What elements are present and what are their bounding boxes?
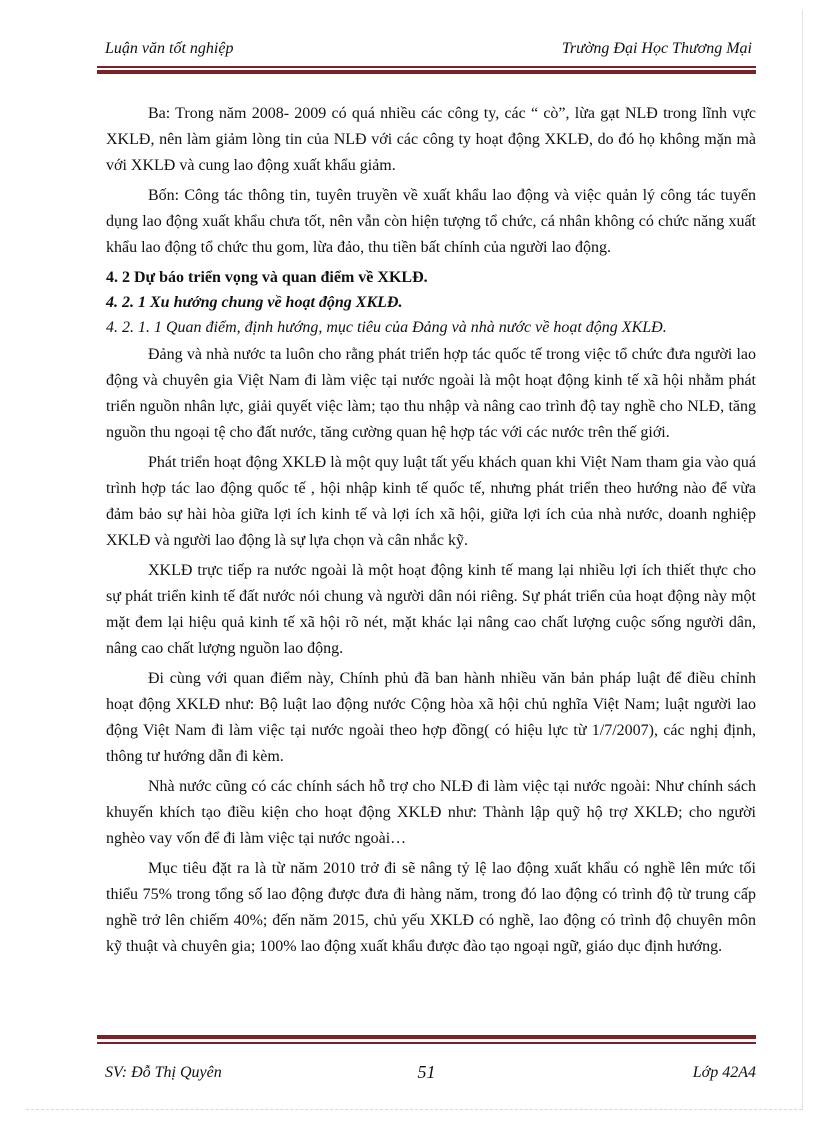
header-university: Trường Đại Học Thương Mại <box>561 40 752 57</box>
paragraph-body-6: Mục tiêu đặt ra là từ năm 2010 trở đi sẽ nâng tỷ lệ lao động xuất khẩu có nghề lên mức tối thiểu 75% trong tổng số lao động được đưa đi hàng năm, trong đó lao động có trình độ từ trung cấp nghề trở lên chiếm 40%; đến năm 2015, chủ yếu XKLĐ có nghề, lao động có trình độ chuyên môn kỹ thuật và chuyên gia; 100% lao động xuất khẩu được đào tạo ngoại ngữ, giáo dục định hướng. <box>106 860 756 955</box>
footer-student-name: SV: Đỗ Thị Quyên <box>105 1064 222 1081</box>
header-rule-thick <box>97 70 756 74</box>
page-header <box>97 40 756 62</box>
paragraph-body-1: Đảng và nhà nước ta luôn cho rằng phát triển hợp tác quốc tế trong việc tổ chức đưa người lao động và chuyên gia Việt Nam đi làm việc tại nước ngoài là một hoạt động kinh tế xã hội nhằm phát triển nguồn nhân lực, giải quyết việc làm; tạo thu nhập và nâng cao trình độ tay nghề cho NLĐ, tăng nguồn thu ngoại tệ cho đất nước, tăng cường quan hệ hợp tác với các nước trên thế giới. <box>106 346 756 441</box>
paragraph-body-3: XKLĐ trực tiếp ra nước ngoài là một hoạt động kinh tế mang lại nhiều lợi ích thiết thực cho sự phát triển kinh tế đất nước nói chung và người dân nói riêng. Sự phát triển của hoạt động này một mặt đem lại hiệu quả kinh tế xã hội rõ nét, mặt khác lại nâng cao chất lượng cuộc sống người dân, nâng cao chất lượng nguồn lao động. <box>106 562 756 657</box>
footer-rule-thin <box>97 1042 756 1044</box>
page-footer <box>97 1064 756 1086</box>
document-body <box>106 101 756 964</box>
footer-class: Lớp 42A4 <box>692 1064 756 1081</box>
paragraph-body-2: Phát triển hoạt động XKLĐ là một quy luật tất yếu khách quan khi Việt Nam tham gia vào quá trình hợp tác lao động quốc tế , hội nhập kinh tế quốc tế, nhưng phát triển theo hướng nào để vừa đảm bảo sự hài hòa giữa lợi ích kinh tế và lợi ích xã hội, giữa lợi ích của nhà nước, doanh nghiệp XKLĐ và người lao động là sự lựa chọn và cân nhắc kỹ. <box>106 454 756 549</box>
header-rule-thin <box>97 66 756 68</box>
section-heading: 4. 2 Dự báo triển vọng và quan điểm về XKLĐ. <box>106 269 428 286</box>
subsection-heading: 4. 2. 1 Xu hướng chung về hoạt động XKLĐ. <box>106 294 403 311</box>
paragraph-reason-three: Ba: Trong năm 2008- 2009 có quá nhiều các công ty, các “ cò”, lừa gạt NLĐ trong lĩnh vực XKLĐ, nên làm giảm lòng tin của NLĐ với các công ty hoạt động XKLĐ, do đó họ không mặn mà với XKLĐ và cung lao động xuất khẩu giảm. <box>106 105 756 174</box>
page-number: 51 <box>417 1062 436 1082</box>
paragraph-reason-four: Bốn: Công tác thông tin, tuyên truyền về xuất khẩu lao động và việc quản lý công tác tuyển dụng lao động xuất khẩu chưa tốt, nên vẫn còn hiện tượng tổ chức, cá nhân không có chức năng xuất khẩu lao động tổ chức thu gom, lừa đảo, thu tiền bất chính của người lao động. <box>106 187 756 256</box>
footer-rule-thick <box>97 1035 756 1039</box>
subsubsection-heading: 4. 2. 1. 1 Quan điểm, định hướng, mục tiêu của Đảng và nhà nước về hoạt động XKLĐ. <box>106 319 667 336</box>
page-edge-line <box>26 1109 802 1110</box>
header-thesis-label: Luận văn tốt nghiệp <box>105 40 234 57</box>
paragraph-body-5: Nhà nước cũng có các chính sách hỗ trợ cho NLĐ đi làm việc tại nước ngoài: Như chính sách khuyến khích tạo điều kiện cho hoạt động XKLĐ như: Thành lập quỹ hộ trợ XKLĐ; cho người nghèo vay vốn để đi làm việc tại nước ngoài… <box>106 778 756 847</box>
paragraph-body-4: Đi cùng với quan điểm này, Chính phủ đã ban hành nhiều văn bản pháp luật để điều chỉnh hoạt động XKLĐ như: Bộ luật lao động nước Cộng hòa xã hội chủ nghĩa Việt Nam; luật người lao động Việt Nam đi làm việc tại nước ngoài theo hợp đồng( có hiệu lực từ 1/7/2007), các nghị định, thông tư hướng dẫn đi kèm. <box>106 670 756 765</box>
